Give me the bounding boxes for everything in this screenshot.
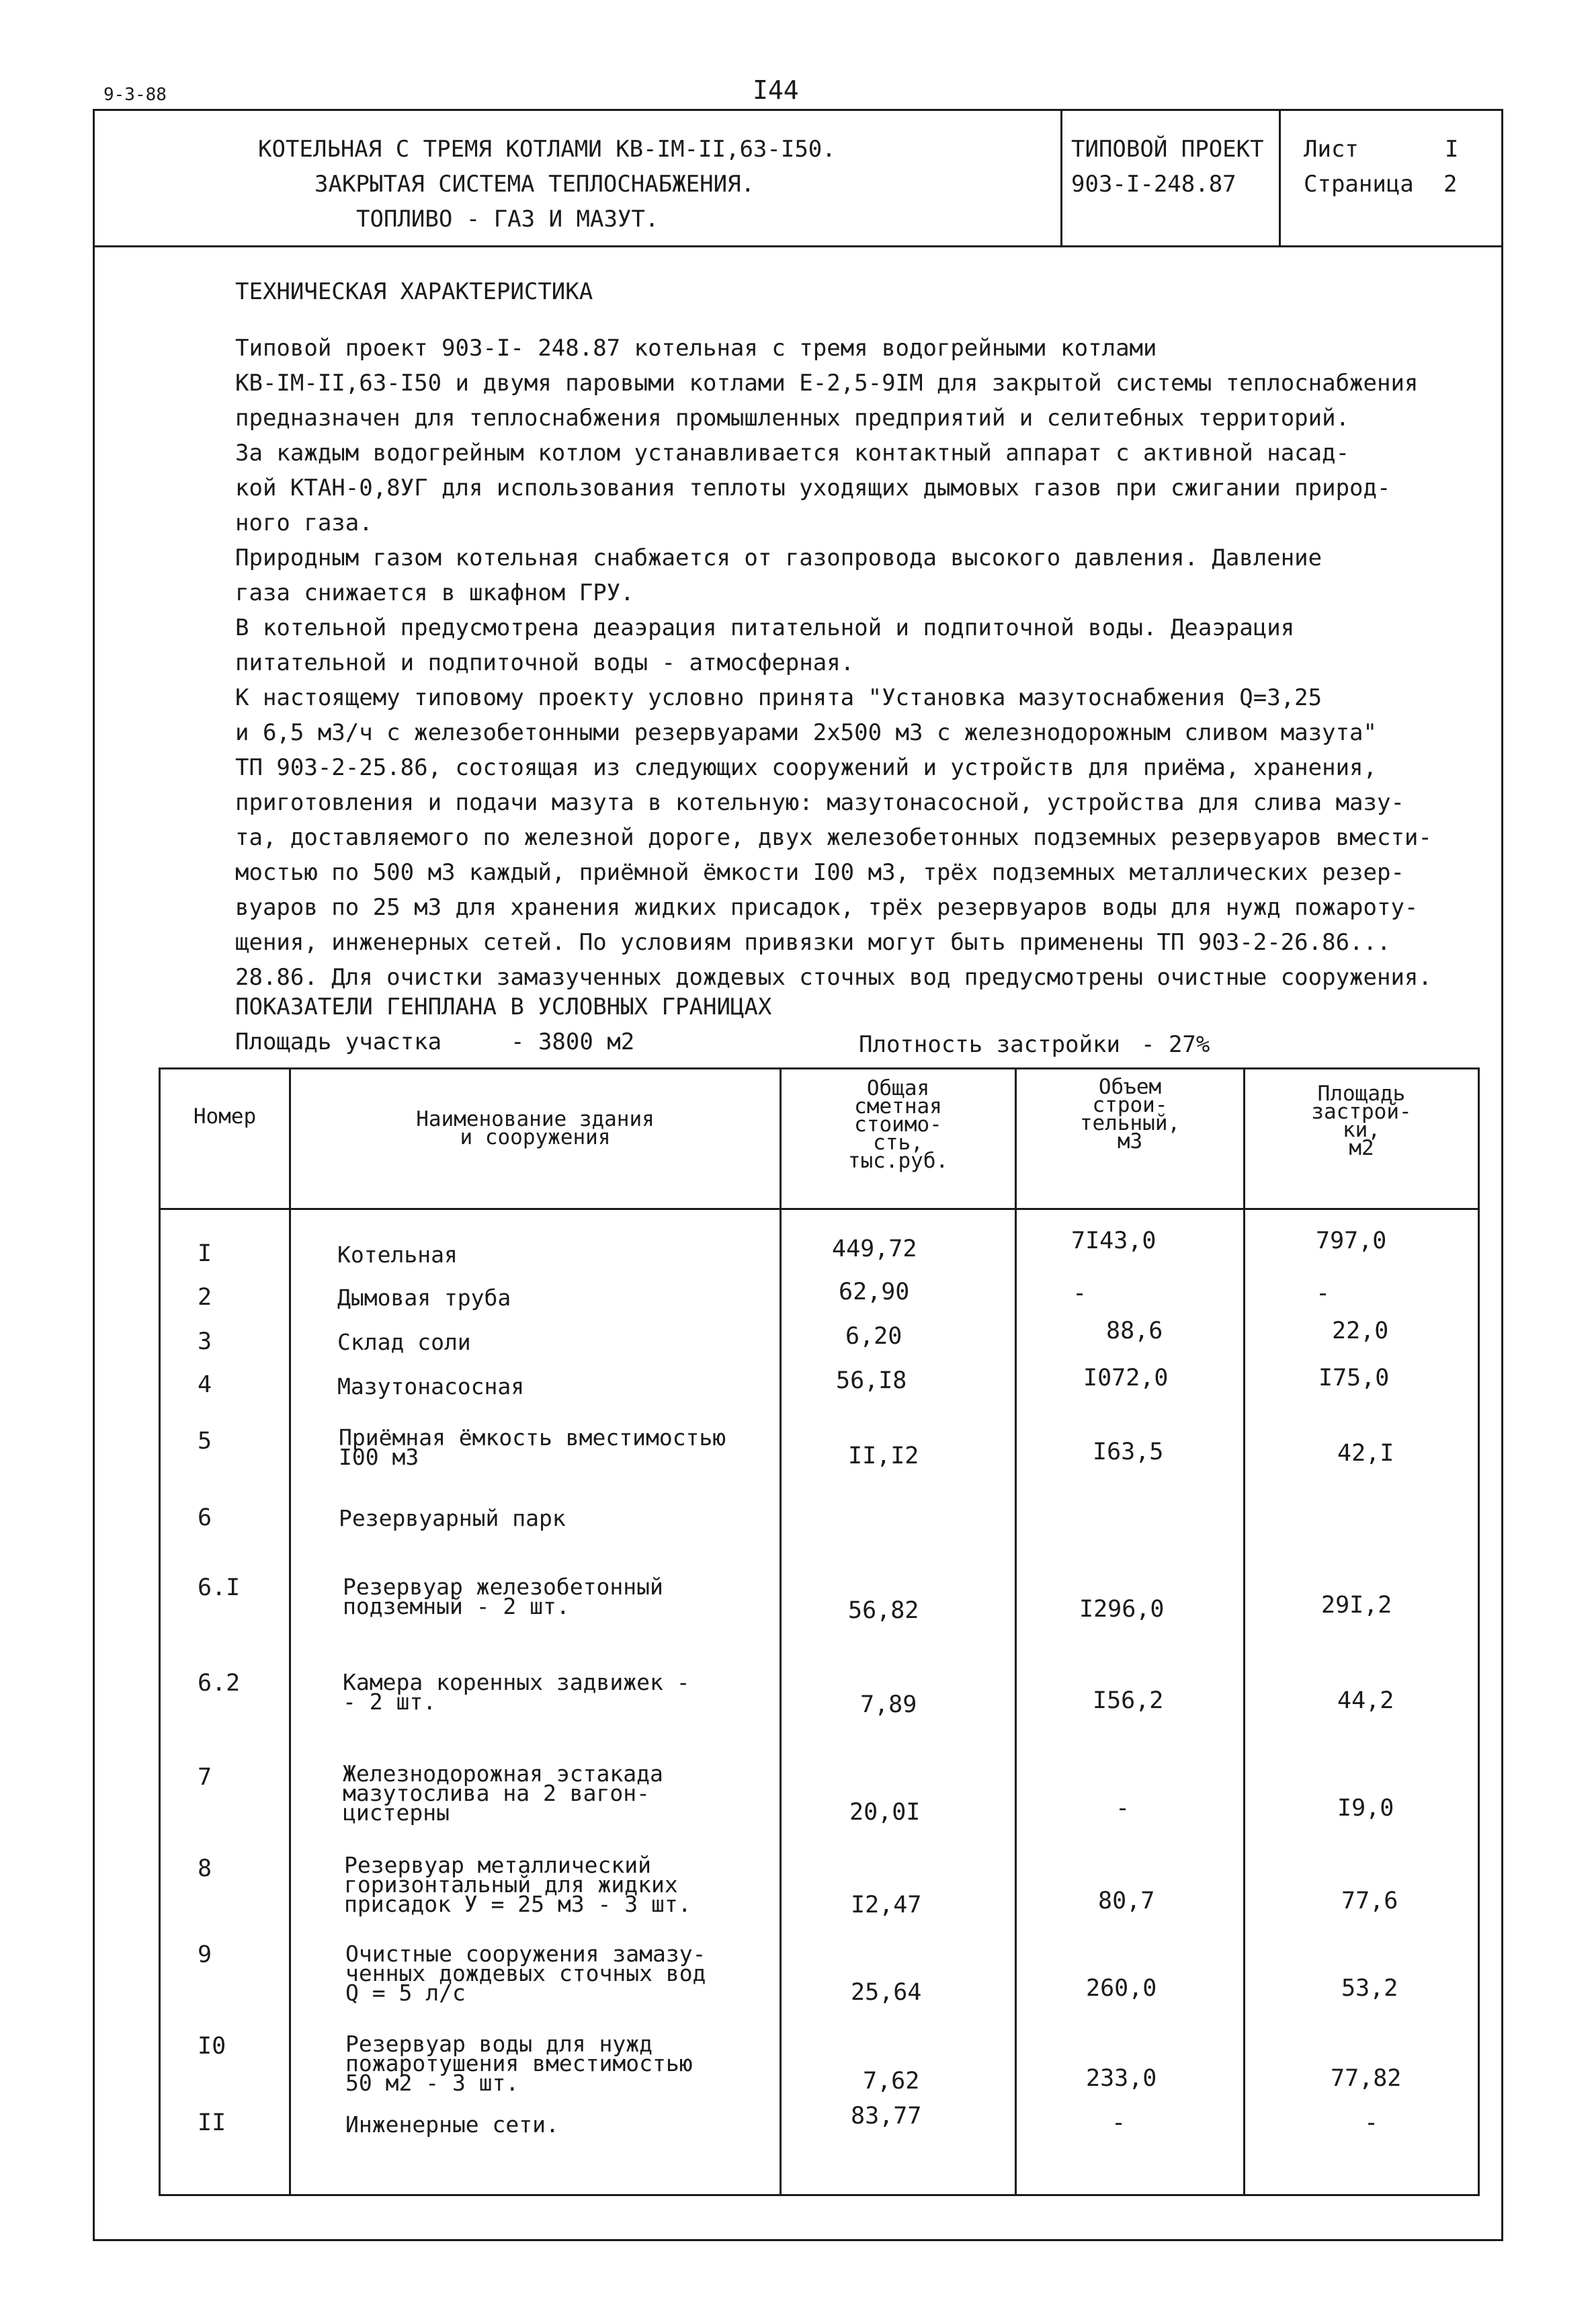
row-number: 5 [198, 1428, 212, 1455]
row-number: 7 [198, 1764, 212, 1791]
row-volume: 7I43,0 [1071, 1227, 1157, 1254]
section-title: ТЕХНИЧЕСКАЯ ХАРАКТЕРИСТИКА [235, 278, 593, 305]
body-line: Природным газом котельная снабжается от газопровода высокого давления. Давление [235, 544, 1322, 571]
row-number: 9 [198, 1941, 212, 1968]
header-bottom-rule [93, 245, 1503, 247]
row-volume: - [1073, 1280, 1087, 1307]
body-line: В котельной предусмотрена деаэрация питательной и подпиточной воды. Деаэрация [235, 614, 1295, 641]
row-area: 77,6 [1341, 1888, 1398, 1914]
row-name: Инженерные сети. [345, 2111, 559, 2138]
row-number: 6.I [198, 1574, 241, 1601]
header-divider-1 [1060, 109, 1062, 247]
table-header-rule [159, 1208, 1480, 1210]
row-number: 6 [198, 1504, 212, 1531]
row-area: - [1364, 2109, 1379, 2136]
body-line: ТП 903-2-25.86, состоящая из следующих сооружений и устройств для приёма, хранения, [235, 754, 1377, 781]
row-number: 2 [198, 1284, 212, 1311]
row-name: Склад соли [337, 1329, 471, 1355]
title-line-1: КОТЕЛЬНАЯ С ТРЕМЯ КОТЛАМИ КВ-IМ-II,63-I50. [258, 136, 836, 163]
body-line: 28.86. Для очистки замазученных дождевых сточных вод предусмотрены очистные сооружения. [235, 964, 1432, 991]
row-volume: - [1116, 1795, 1130, 1822]
row-cost: II,I2 [848, 1443, 919, 1469]
header-number: Номер [193, 1104, 257, 1129]
body-line: предназначен для теплоснабжения промышленных предприятий и селитебных территорий. [235, 405, 1350, 432]
body-line: За каждым водогрейным котлом устанавливается контактный аппарат с активной насад- [235, 440, 1350, 467]
table-border-right [1478, 1067, 1480, 2196]
header-area: Площадь застрой- ки, м2 [1311, 1082, 1412, 1160]
site-area-value: - 3800 м2 [511, 1028, 635, 1055]
body-line: газа снижается в шкафном ГРУ. [235, 579, 634, 606]
row-name: Резервуар воды для нужд пожаротушения вместимостью 50 м2 - 3 шт. [345, 2031, 693, 2096]
row-number: I [198, 1240, 212, 1267]
page-label: Страница [1304, 171, 1414, 198]
row-cost: 20,0I [849, 1799, 921, 1826]
row-cost: 7,89 [860, 1691, 917, 1718]
sheet-label: Лист [1304, 136, 1359, 163]
row-area: 53,2 [1341, 1975, 1398, 2002]
site-area-label: Площадь участка [235, 1028, 442, 1055]
body-line: ного газа. [235, 510, 373, 536]
row-area: 44,2 [1337, 1687, 1394, 1714]
row-area: 77,82 [1331, 2065, 1402, 2092]
row-cost: 25,64 [851, 1979, 922, 2006]
header-volume: Объем строи- тельный, м3 [1079, 1075, 1181, 1154]
row-cost: 56,82 [848, 1597, 919, 1624]
row-cost: 83,77 [851, 2103, 922, 2130]
table-border-left [159, 1067, 161, 2196]
row-area: 29I,2 [1321, 1592, 1392, 1619]
page-value: 2 [1443, 171, 1458, 198]
row-volume: 233,0 [1086, 2065, 1157, 2092]
body-line: и 6,5 м3/ч с железобетонными резервуарами 2х500 м3 с железнодорожным сливом мазута" [235, 719, 1377, 746]
row-name: Резервуар металлический горизонтальный для жидких присадок У = 25 м3 - 3 шт. [344, 1852, 691, 1917]
row-name: Резервуар железобетонный подземный - 2 шт. [343, 1574, 663, 1619]
body-line: кой КТАН-0,8УГ для использования теплоты уходящих дымовых газов при сжигании природ- [235, 475, 1391, 501]
table-col-divider [1015, 1067, 1017, 2196]
row-number: 8 [198, 1855, 212, 1882]
row-name: Котельная [337, 1242, 458, 1268]
document-code: 9-3-88 [103, 85, 167, 105]
row-cost: 56,I8 [836, 1367, 907, 1394]
row-volume: - [1111, 2109, 1126, 2136]
page-number: I44 [753, 75, 799, 105]
row-number: 3 [198, 1328, 212, 1355]
body-line: мостью по 500 м3 каждый, приёмной ёмкости I00 м3, трёх подземных металлических резер- [235, 859, 1404, 886]
row-volume: 80,7 [1098, 1888, 1155, 1914]
header-name: Наименование здания и сооружения [416, 1107, 655, 1149]
row-name: Мазутонасосная [337, 1373, 525, 1400]
header-divider-2 [1279, 109, 1281, 247]
body-line: Типовой проект 903-I- 248.87 котельная с тремя водогрейными котлами [235, 335, 1157, 362]
row-area: 797,0 [1316, 1227, 1387, 1254]
row-area: I75,0 [1318, 1365, 1390, 1391]
row-volume: I56,2 [1093, 1687, 1164, 1714]
header-cost: Общая сметная стоимо- сть, тыс.руб. [847, 1076, 949, 1173]
row-number: II [198, 2109, 226, 2136]
row-number: 6.2 [198, 1670, 241, 1697]
row-name: Очистные сооружения замазу- ченных дождевых сточных вод Q = 5 л/с [345, 1941, 706, 2006]
body-line: КВ-IМ-II,63-I50 и двумя паровыми котлами Е-2,5-9IМ для закрытой системы теплоснабжения [235, 370, 1419, 397]
row-volume: I63,5 [1093, 1439, 1164, 1465]
table-col-divider [1243, 1067, 1245, 2196]
row-cost: I2,47 [851, 1892, 922, 1918]
row-area: 22,0 [1332, 1318, 1389, 1344]
row-name: Приёмная ёмкость вместимостью I00 м3 [339, 1424, 726, 1470]
table-top-rule [159, 1067, 1480, 1069]
body-line: та, доставляемого по железной дороге, двух железобетонных подземных резервуаров вмести- [235, 824, 1432, 851]
row-volume: 260,0 [1086, 1975, 1157, 2002]
sheet-value: I [1445, 136, 1459, 163]
row-cost: 7,62 [863, 2068, 920, 2095]
title-line-2: ЗАКРЫТАЯ СИСТЕМА ТЕПЛОСНАБЖЕНИЯ. [314, 171, 755, 198]
table-bottom-rule [159, 2194, 1480, 2196]
row-area: 42,I [1337, 1440, 1394, 1467]
density-label: Плотность застройки [859, 1031, 1120, 1058]
density-value: - 27% [1141, 1031, 1210, 1058]
table-col-divider [289, 1067, 291, 2196]
body-line: приготовления и подачи мазута в котельную: мазутонасосной, устройства для слива мазу- [235, 789, 1404, 816]
body-line: вуаров по 25 м3 для хранения жидких присадок, трёх резервуаров воды для нужд пожароту- [235, 894, 1419, 921]
title-line-3: ТОПЛИВО - ГАЗ И МАЗУТ. [356, 206, 659, 233]
row-cost: 62,90 [839, 1279, 910, 1305]
genplan-title: ПОКАЗАТЕЛИ ГЕНПЛАНА В УСЛОВНЫХ ГРАНИЦАХ [235, 994, 772, 1020]
row-name: Железнодорожная эстакада мазутослива на 2 вагон- цистерны [343, 1760, 663, 1826]
row-number: 4 [198, 1371, 212, 1398]
row-name: Камера коренных задвижек - - 2 шт. [343, 1669, 690, 1715]
row-cost: 6,20 [845, 1323, 902, 1350]
row-number: I0 [198, 2033, 226, 2060]
row-area: - [1316, 1280, 1331, 1307]
row-area: I9,0 [1337, 1795, 1394, 1822]
row-cost: 449,72 [832, 1236, 917, 1262]
row-name: Дымовая труба [337, 1285, 511, 1311]
row-volume: 88,6 [1106, 1318, 1163, 1344]
body-line: питательной и подпиточной воды - атмосферная. [235, 649, 855, 676]
row-volume: I296,0 [1079, 1596, 1165, 1623]
project-label: ТИПОВОЙ ПРОЕКТ [1071, 136, 1264, 163]
row-name: Резервуарный парк [339, 1505, 566, 1531]
row-volume: I072,0 [1083, 1365, 1169, 1391]
body-line: щения, инженерных сетей. По условиям привязки могут быть применены ТП 903-2-26.86... [235, 929, 1391, 956]
body-text [235, 331, 1432, 995]
body-line: К настоящему типовому проекту условно принята "Установка мазутоснабжения Q=3,25 [235, 684, 1322, 711]
project-number: 903-I-248.87 [1071, 171, 1236, 198]
table-col-divider [780, 1067, 782, 2196]
